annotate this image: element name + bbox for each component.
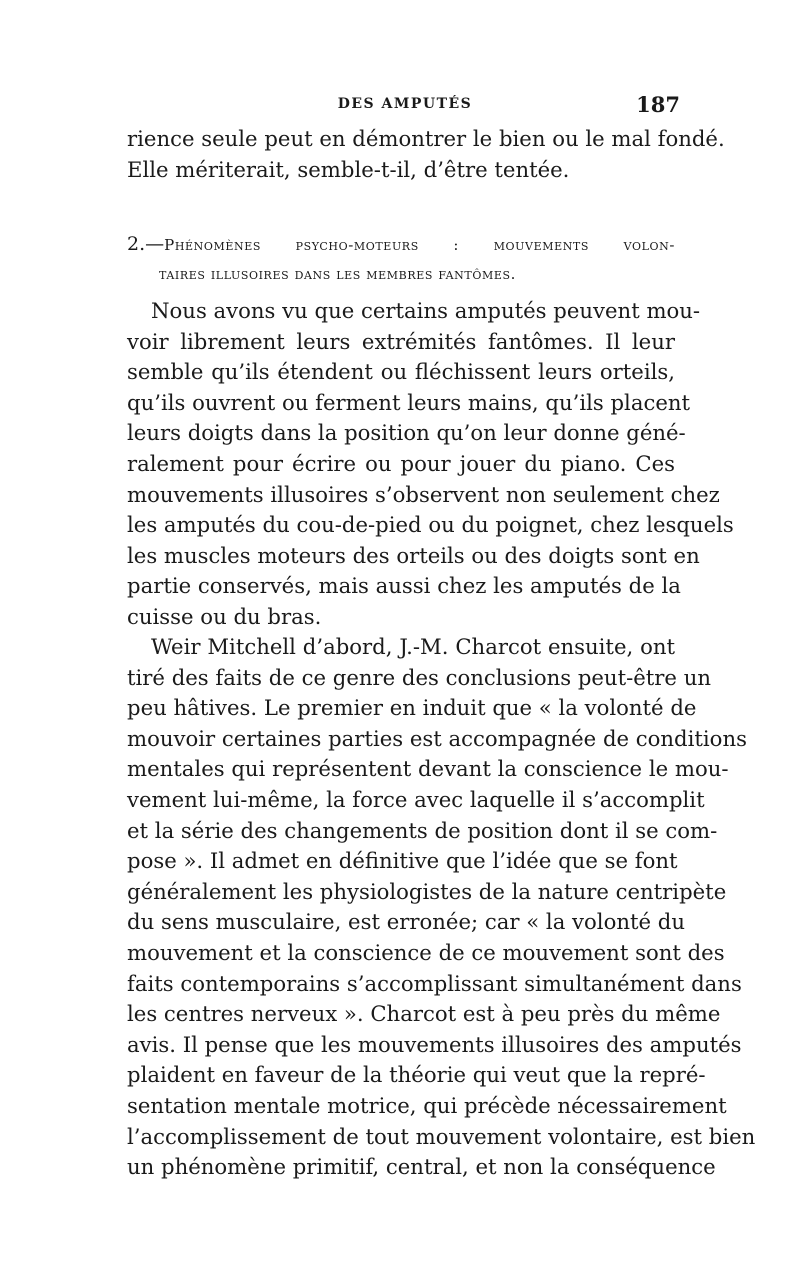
- text-line: mouvoir certaines parties est accompagnée de conditions: [127, 725, 747, 751]
- text-line: peu hâtives. Le premier en induit que « la volonté de: [127, 695, 697, 721]
- section-heading-text: Phénomènes psycho-moteurs : mouvements volon-: [164, 236, 675, 254]
- text-line: vement lui-même, la force avec laquelle il s’accomplit: [127, 786, 705, 812]
- text-line: l’accomplissement de tout mouvement volontaire, est bien: [127, 1123, 756, 1149]
- text-line: cuisse ou du bras.: [127, 603, 322, 629]
- text-line: Elle mériterait, semble-t-il, d’être tentée.: [127, 156, 570, 182]
- text-line: les muscles moteurs des orteils ou des doigts sont en: [127, 542, 700, 568]
- text-line: rience seule peut en démontrer le bien ou le mal fondé.: [127, 126, 725, 151]
- running-head: [130, 92, 680, 118]
- text-line: pose ». Il admet en définitive que l’idée que se font: [127, 848, 678, 874]
- text-line: sentation mentale motrice, qui précède nécessairement: [127, 1092, 727, 1118]
- running-title: DES AMPUTÉS: [337, 96, 473, 112]
- section-heading: [127, 229, 675, 289]
- page-number: 187: [636, 92, 680, 117]
- text-line: Weir Mitchell d’abord, J.-M. Charcot ensuite, ont: [151, 634, 675, 659]
- paragraph-1: [127, 296, 734, 633]
- text-line: plaident en faveur de la théorie qui veut que la repré-: [127, 1062, 706, 1088]
- text-line: généralement les physiologistes de la nature centripète: [127, 878, 727, 904]
- text-line: partie conservés, mais aussi chez les amputés de la: [127, 573, 681, 599]
- text-line: du sens musculaire, est erronée; car « la volonté du: [127, 909, 685, 935]
- text-line: Nous avons vu que certains amputés peuvent mou-: [151, 298, 701, 323]
- text-line: tiré des faits de ce genre des conclusions peut-être un: [127, 664, 711, 690]
- text-line: qu’ils ouvrent ou ferment leurs mains, qu’ils placent: [127, 389, 691, 415]
- text-line: un phénomène primitif, central, et non la conséquence: [127, 1154, 716, 1180]
- text-line: faits contemporains s’accomplissant simultanément dans: [127, 970, 742, 996]
- text-line: semble qu’ils étendent ou fléchissent leurs orteils,: [127, 359, 675, 385]
- section-heading-line: [127, 229, 675, 259]
- text-line: et la série des changements de position dont il se com-: [127, 817, 718, 843]
- top-paragraph: [127, 124, 725, 185]
- text-line: voir librement leurs extrémités fantômes. Il leur: [127, 328, 675, 354]
- text-line: mouvement et la conscience de ce mouvement sont des: [127, 939, 725, 965]
- text-line: leurs doigts dans la position qu’on leur donne géné-: [127, 420, 686, 446]
- section-heading-line: taires illusoires dans les membres fantômes.: [159, 265, 516, 283]
- text-line: ralement pour écrire ou pour jouer du piano. Ces: [127, 450, 675, 476]
- text-line: mentales qui représentent devant la conscience le mou-: [127, 756, 729, 782]
- section-number: 2.—: [127, 233, 165, 255]
- text-line: mouvements illusoires s’observent non seulement chez: [127, 481, 720, 507]
- text-line: les centres nerveux ». Charcot est à peu près du même: [127, 1001, 721, 1027]
- text-line: avis. Il pense que les mouvements illusoires des amputés: [127, 1031, 742, 1057]
- paragraph-2: [127, 632, 756, 1183]
- text-line: les amputés du cou-de-pied ou du poignet, chez lesquels: [127, 512, 734, 538]
